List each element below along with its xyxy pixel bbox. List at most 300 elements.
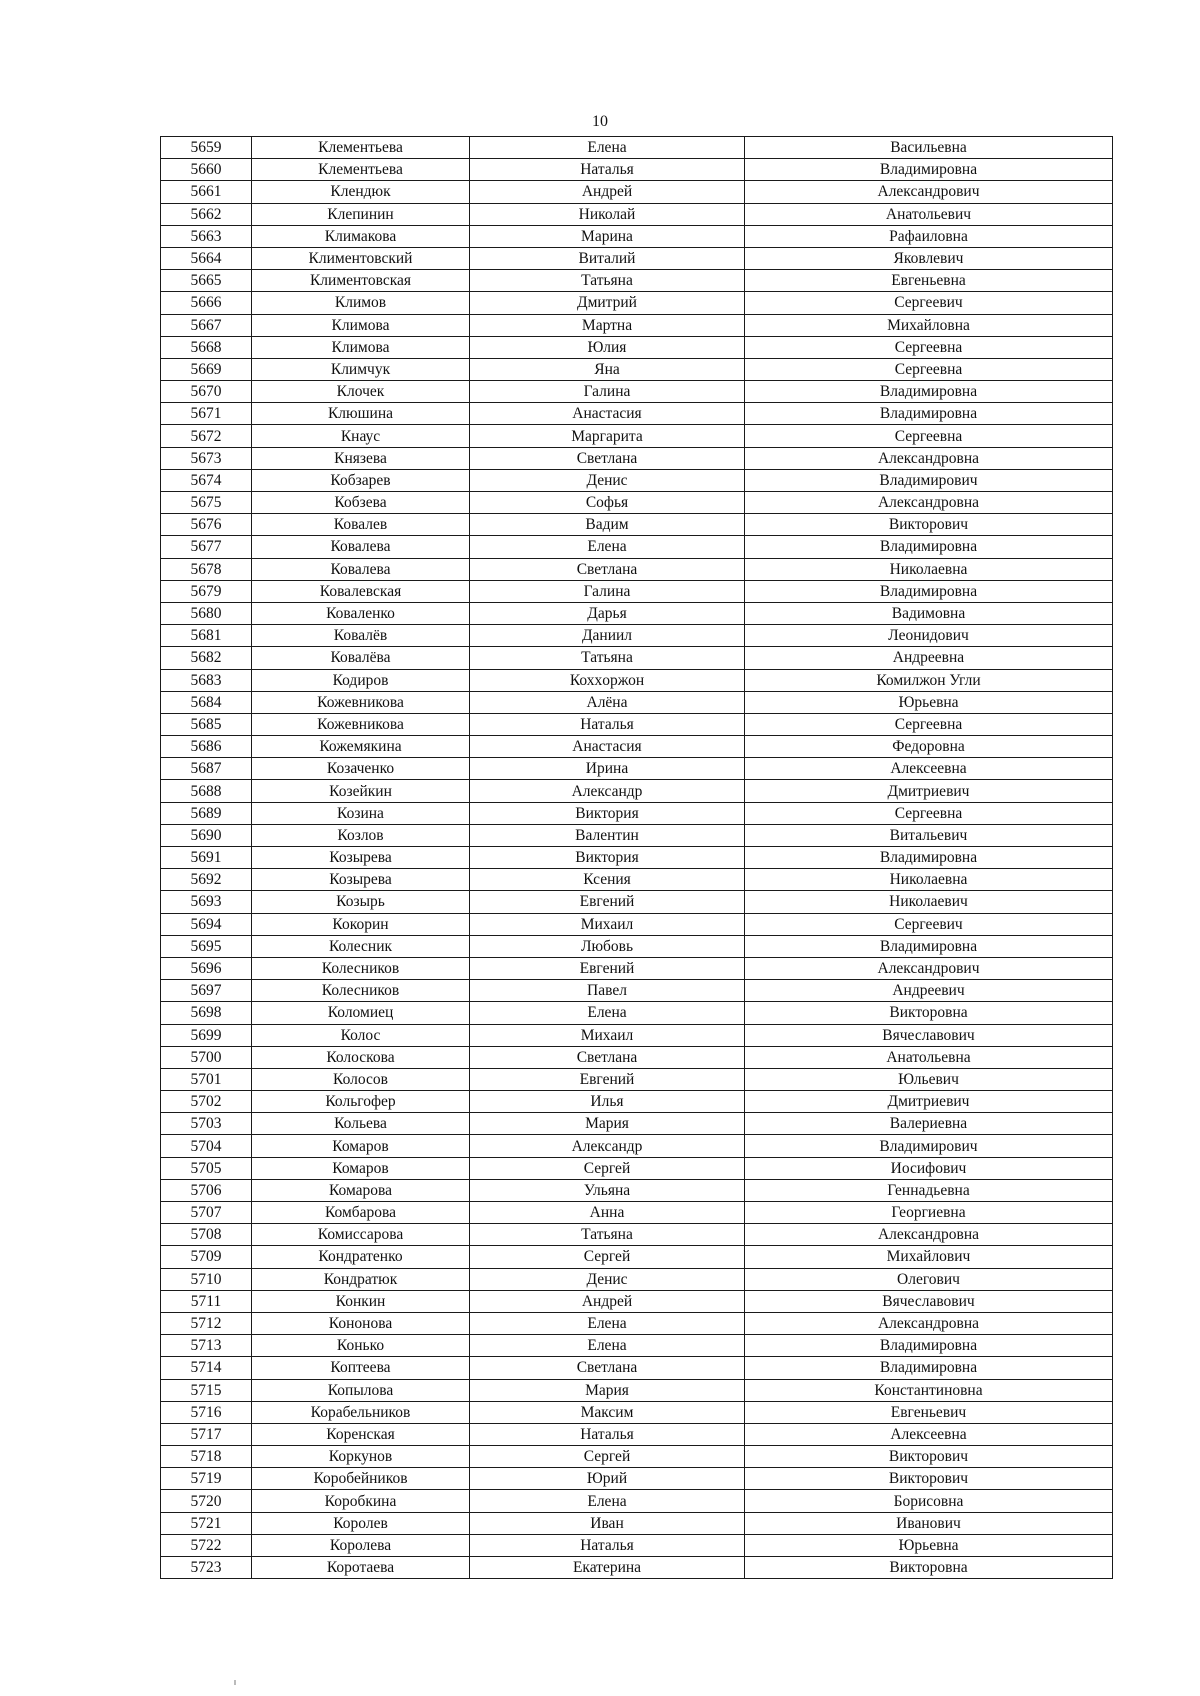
patronymic-cell: Витальевич — [745, 824, 1113, 846]
first-name-cell: Евгений — [470, 1068, 745, 1090]
patronymic-cell: Иванович — [745, 1512, 1113, 1534]
row-number-cell: 5684 — [161, 691, 252, 713]
last-name-cell: Кондратенко — [252, 1246, 470, 1268]
last-name-cell: Клюшина — [252, 403, 470, 425]
last-name-cell: Климова — [252, 314, 470, 336]
first-name-cell: Николай — [470, 203, 745, 225]
patronymic-cell: Сергеевна — [745, 802, 1113, 824]
last-name-cell: Кондратюк — [252, 1268, 470, 1290]
row-number-cell: 5682 — [161, 647, 252, 669]
row-number-cell: 5707 — [161, 1202, 252, 1224]
first-name-cell: Илья — [470, 1091, 745, 1113]
table-row — [161, 980, 1113, 1002]
table-row — [161, 935, 1113, 957]
first-name-cell: Елена — [470, 1312, 745, 1334]
row-number-cell: 5694 — [161, 913, 252, 935]
last-name-cell: Климакова — [252, 225, 470, 247]
patronymic-cell: Андреевич — [745, 980, 1113, 1002]
last-name-cell: Клементьева — [252, 159, 470, 181]
row-number-cell: 5685 — [161, 713, 252, 735]
table-row — [161, 247, 1113, 269]
last-name-cell: Климова — [252, 336, 470, 358]
row-number-cell: 5713 — [161, 1335, 252, 1357]
first-name-cell: Марина — [470, 225, 745, 247]
patronymic-cell: Владимировна — [745, 935, 1113, 957]
table-row — [161, 203, 1113, 225]
patronymic-cell: Николаевна — [745, 558, 1113, 580]
patronymic-cell: Дмитриевич — [745, 1091, 1113, 1113]
last-name-cell: Комбарова — [252, 1202, 470, 1224]
last-name-cell: Клендюк — [252, 181, 470, 203]
row-number-cell: 5692 — [161, 869, 252, 891]
row-number-cell: 5703 — [161, 1113, 252, 1135]
name-list-body — [161, 137, 1113, 1579]
patronymic-cell: Владимировна — [745, 847, 1113, 869]
first-name-cell: Александр — [470, 780, 745, 802]
row-number-cell: 5710 — [161, 1268, 252, 1290]
first-name-cell: Софья — [470, 492, 745, 514]
row-number-cell: 5709 — [161, 1246, 252, 1268]
patronymic-cell: Александровна — [745, 447, 1113, 469]
patronymic-cell: Вячеславович — [745, 1290, 1113, 1312]
table-row — [161, 647, 1113, 669]
row-number-cell: 5687 — [161, 758, 252, 780]
table-row — [161, 869, 1113, 891]
last-name-cell: Ковалёва — [252, 647, 470, 669]
row-number-cell: 5702 — [161, 1091, 252, 1113]
patronymic-cell: Александровна — [745, 1312, 1113, 1334]
row-number-cell: 5661 — [161, 181, 252, 203]
table-row — [161, 957, 1113, 979]
patronymic-cell: Анатольевич — [745, 203, 1113, 225]
first-name-cell: Кохxоржон — [470, 669, 745, 691]
table-row — [161, 1290, 1113, 1312]
patronymic-cell: Вячеславович — [745, 1024, 1113, 1046]
last-name-cell: Конкин — [252, 1290, 470, 1312]
table-row — [161, 891, 1113, 913]
table-row — [161, 824, 1113, 846]
last-name-cell: Козырева — [252, 869, 470, 891]
row-number-cell: 5677 — [161, 536, 252, 558]
patronymic-cell: Рафаиловна — [745, 225, 1113, 247]
last-name-cell: Кононова — [252, 1312, 470, 1334]
row-number-cell: 5693 — [161, 891, 252, 913]
row-number-cell: 5721 — [161, 1512, 252, 1534]
first-name-cell: Валентин — [470, 824, 745, 846]
table-row — [161, 1468, 1113, 1490]
last-name-cell: Клементьева — [252, 137, 470, 159]
first-name-cell: Дарья — [470, 602, 745, 624]
patronymic-cell: Александровна — [745, 492, 1113, 514]
last-name-cell: Климентовский — [252, 247, 470, 269]
last-name-cell: Козина — [252, 802, 470, 824]
row-number-cell: 5712 — [161, 1312, 252, 1334]
first-name-cell: Екатерина — [470, 1557, 745, 1579]
row-number-cell: 5718 — [161, 1446, 252, 1468]
first-name-cell: Яна — [470, 358, 745, 380]
first-name-cell: Маргарита — [470, 425, 745, 447]
last-name-cell: Клепинин — [252, 203, 470, 225]
table-row — [161, 403, 1113, 425]
table-row — [161, 1179, 1113, 1201]
table-row — [161, 1024, 1113, 1046]
last-name-cell: Козаченко — [252, 758, 470, 780]
patronymic-cell: Сергеевна — [745, 425, 1113, 447]
row-number-cell: 5698 — [161, 1002, 252, 1024]
first-name-cell: Юлия — [470, 336, 745, 358]
patronymic-cell: Леонидович — [745, 625, 1113, 647]
first-name-cell: Ксения — [470, 869, 745, 891]
name-list-table — [160, 136, 1113, 1579]
table-row — [161, 1557, 1113, 1579]
last-name-cell: Кольгофер — [252, 1091, 470, 1113]
row-number-cell: 5660 — [161, 159, 252, 181]
first-name-cell: Дмитрий — [470, 292, 745, 314]
patronymic-cell: Владимировна — [745, 580, 1113, 602]
table-row — [161, 913, 1113, 935]
patronymic-cell: Дмитриевич — [745, 780, 1113, 802]
row-number-cell: 5678 — [161, 558, 252, 580]
patronymic-cell: Владимировна — [745, 1335, 1113, 1357]
last-name-cell: Колосов — [252, 1068, 470, 1090]
first-name-cell: Денис — [470, 1268, 745, 1290]
first-name-cell: Татьяна — [470, 1224, 745, 1246]
patronymic-cell: Михайловна — [745, 314, 1113, 336]
patronymic-cell: Комилжон Угли — [745, 669, 1113, 691]
table-row — [161, 625, 1113, 647]
last-name-cell: Климентовская — [252, 270, 470, 292]
table-row — [161, 580, 1113, 602]
table-row — [161, 691, 1113, 713]
row-number-cell: 5680 — [161, 602, 252, 624]
first-name-cell: Виктория — [470, 802, 745, 824]
table-row — [161, 314, 1113, 336]
patronymic-cell: Алексеевна — [745, 758, 1113, 780]
row-number-cell: 5706 — [161, 1179, 252, 1201]
row-number-cell: 5699 — [161, 1024, 252, 1046]
last-name-cell: Коваленко — [252, 602, 470, 624]
row-number-cell: 5705 — [161, 1157, 252, 1179]
patronymic-cell: Валериевна — [745, 1113, 1113, 1135]
first-name-cell: Виталий — [470, 247, 745, 269]
table-row — [161, 1446, 1113, 1468]
row-number-cell: 5723 — [161, 1557, 252, 1579]
last-name-cell: Конько — [252, 1335, 470, 1357]
first-name-cell: Михаил — [470, 913, 745, 935]
row-number-cell: 5697 — [161, 980, 252, 1002]
patronymic-cell: Сергеевна — [745, 358, 1113, 380]
last-name-cell: Коркунов — [252, 1446, 470, 1468]
row-number-cell: 5716 — [161, 1401, 252, 1423]
table-row — [161, 1068, 1113, 1090]
table-row — [161, 292, 1113, 314]
first-name-cell: Юрий — [470, 1468, 745, 1490]
table-row — [161, 847, 1113, 869]
row-number-cell: 5669 — [161, 358, 252, 380]
row-number-cell: 5704 — [161, 1135, 252, 1157]
table-row — [161, 358, 1113, 380]
first-name-cell: Светлана — [470, 1046, 745, 1068]
table-row — [161, 536, 1113, 558]
patronymic-cell: Владимировна — [745, 159, 1113, 181]
table-row — [161, 225, 1113, 247]
first-name-cell: Андрей — [470, 181, 745, 203]
row-number-cell: 5717 — [161, 1423, 252, 1445]
row-number-cell: 5722 — [161, 1534, 252, 1556]
row-number-cell: 5663 — [161, 225, 252, 247]
last-name-cell: Коренская — [252, 1423, 470, 1445]
last-name-cell: Кольева — [252, 1113, 470, 1135]
patronymic-cell: Владимировна — [745, 1357, 1113, 1379]
first-name-cell: Ульяна — [470, 1179, 745, 1201]
table-row — [161, 1312, 1113, 1334]
row-number-cell: 5700 — [161, 1046, 252, 1068]
first-name-cell: Галина — [470, 580, 745, 602]
row-number-cell: 5679 — [161, 580, 252, 602]
first-name-cell: Анастасия — [470, 403, 745, 425]
row-number-cell: 5668 — [161, 336, 252, 358]
patronymic-cell: Васильевна — [745, 137, 1113, 159]
patronymic-cell: Сергеевна — [745, 713, 1113, 735]
row-number-cell: 5696 — [161, 957, 252, 979]
last-name-cell: Ковалевская — [252, 580, 470, 602]
first-name-cell: Светлана — [470, 447, 745, 469]
table-row — [161, 514, 1113, 536]
patronymic-cell: Константиновна — [745, 1379, 1113, 1401]
first-name-cell: Светлана — [470, 1357, 745, 1379]
table-row — [161, 558, 1113, 580]
patronymic-cell: Юрьевна — [745, 1534, 1113, 1556]
first-name-cell: Елена — [470, 1002, 745, 1024]
row-number-cell: 5674 — [161, 469, 252, 491]
first-name-cell: Максим — [470, 1401, 745, 1423]
first-name-cell: Виктория — [470, 847, 745, 869]
last-name-cell: Кожемякина — [252, 736, 470, 758]
first-name-cell: Елена — [470, 137, 745, 159]
first-name-cell: Анастасия — [470, 736, 745, 758]
table-row — [161, 1224, 1113, 1246]
patronymic-cell: Владимировна — [745, 381, 1113, 403]
first-name-cell: Мартна — [470, 314, 745, 336]
last-name-cell: Кнаус — [252, 425, 470, 447]
first-name-cell: Сергей — [470, 1246, 745, 1268]
first-name-cell: Ирина — [470, 758, 745, 780]
patronymic-cell: Юрьевна — [745, 691, 1113, 713]
table-row — [161, 159, 1113, 181]
last-name-cell: Кодиров — [252, 669, 470, 691]
row-number-cell: 5715 — [161, 1379, 252, 1401]
patronymic-cell: Вадимовна — [745, 602, 1113, 624]
last-name-cell: Козейкин — [252, 780, 470, 802]
first-name-cell: Анна — [470, 1202, 745, 1224]
first-name-cell: Павел — [470, 980, 745, 1002]
first-name-cell: Татьяна — [470, 647, 745, 669]
first-name-cell: Наталья — [470, 713, 745, 735]
patronymic-cell: Сергеевна — [745, 336, 1113, 358]
row-number-cell: 5659 — [161, 137, 252, 159]
table-row — [161, 447, 1113, 469]
first-name-cell: Светлана — [470, 558, 745, 580]
table-row — [161, 381, 1113, 403]
patronymic-cell: Владимировна — [745, 536, 1113, 558]
patronymic-cell: Евгеньевич — [745, 1401, 1113, 1423]
first-name-cell: Алёна — [470, 691, 745, 713]
table-row — [161, 336, 1113, 358]
row-number-cell: 5671 — [161, 403, 252, 425]
patronymic-cell: Георгиевна — [745, 1202, 1113, 1224]
first-name-cell: Денис — [470, 469, 745, 491]
patronymic-cell: Андреевна — [745, 647, 1113, 669]
table-row — [161, 1157, 1113, 1179]
table-row — [161, 1534, 1113, 1556]
patronymic-cell: Юльевич — [745, 1068, 1113, 1090]
first-name-cell: Наталья — [470, 1423, 745, 1445]
patronymic-cell: Алексеевна — [745, 1423, 1113, 1445]
table-row — [161, 1423, 1113, 1445]
row-number-cell: 5681 — [161, 625, 252, 647]
patronymic-cell: Владимировна — [745, 403, 1113, 425]
last-name-cell: Комиссарова — [252, 1224, 470, 1246]
first-name-cell: Александр — [470, 1135, 745, 1157]
last-name-cell: Ковалёв — [252, 625, 470, 647]
table-row — [161, 1091, 1113, 1113]
table-row — [161, 1135, 1113, 1157]
last-name-cell: Коротаева — [252, 1557, 470, 1579]
last-name-cell: Колесников — [252, 957, 470, 979]
table-row — [161, 1246, 1113, 1268]
first-name-cell: Евгений — [470, 957, 745, 979]
patronymic-cell: Сергеевич — [745, 292, 1113, 314]
first-name-cell: Любовь — [470, 935, 745, 957]
last-name-cell: Ковалев — [252, 514, 470, 536]
last-name-cell: Копылова — [252, 1379, 470, 1401]
table-row — [161, 602, 1113, 624]
first-name-cell: Иван — [470, 1512, 745, 1534]
patronymic-cell: Викторович — [745, 514, 1113, 536]
table-row — [161, 1002, 1113, 1024]
first-name-cell: Евгений — [470, 891, 745, 913]
row-number-cell: 5662 — [161, 203, 252, 225]
patronymic-cell: Борисовна — [745, 1490, 1113, 1512]
first-name-cell: Андрей — [470, 1290, 745, 1312]
table-row — [161, 1202, 1113, 1224]
table-row — [161, 492, 1113, 514]
patronymic-cell: Владимирович — [745, 1135, 1113, 1157]
first-name-cell: Мария — [470, 1113, 745, 1135]
last-name-cell: Колесников — [252, 980, 470, 1002]
last-name-cell: Кобзарев — [252, 469, 470, 491]
last-name-cell: Князева — [252, 447, 470, 469]
row-number-cell: 5667 — [161, 314, 252, 336]
last-name-cell: Комарова — [252, 1179, 470, 1201]
patronymic-cell: Викторовна — [745, 1557, 1113, 1579]
patronymic-cell: Сергеевич — [745, 913, 1113, 935]
first-name-cell: Вадим — [470, 514, 745, 536]
last-name-cell: Кобзева — [252, 492, 470, 514]
last-name-cell: Комаров — [252, 1135, 470, 1157]
last-name-cell: Козырь — [252, 891, 470, 913]
row-number-cell: 5695 — [161, 935, 252, 957]
last-name-cell: Королева — [252, 1534, 470, 1556]
last-name-cell: Кокорин — [252, 913, 470, 935]
patronymic-cell: Яковлевич — [745, 247, 1113, 269]
patronymic-cell: Александрович — [745, 957, 1113, 979]
patronymic-cell: Александровна — [745, 1224, 1113, 1246]
last-name-cell: Колоскова — [252, 1046, 470, 1068]
table-row — [161, 1268, 1113, 1290]
row-number-cell: 5689 — [161, 802, 252, 824]
row-number-cell: 5683 — [161, 669, 252, 691]
table-row — [161, 1357, 1113, 1379]
scan-speck — [234, 1680, 236, 1685]
table-row — [161, 802, 1113, 824]
row-number-cell: 5714 — [161, 1357, 252, 1379]
table-row — [161, 425, 1113, 447]
first-name-cell: Сергей — [470, 1157, 745, 1179]
row-number-cell: 5691 — [161, 847, 252, 869]
row-number-cell: 5720 — [161, 1490, 252, 1512]
table-row — [161, 270, 1113, 292]
first-name-cell: Сергей — [470, 1446, 745, 1468]
last-name-cell: Коробкина — [252, 1490, 470, 1512]
first-name-cell: Галина — [470, 381, 745, 403]
row-number-cell: 5664 — [161, 247, 252, 269]
first-name-cell: Наталья — [470, 159, 745, 181]
patronymic-cell: Николаевич — [745, 891, 1113, 913]
last-name-cell: Корабельников — [252, 1401, 470, 1423]
row-number-cell: 5711 — [161, 1290, 252, 1312]
row-number-cell: 5701 — [161, 1068, 252, 1090]
row-number-cell: 5676 — [161, 514, 252, 536]
patronymic-cell: Михайлович — [745, 1246, 1113, 1268]
row-number-cell: 5673 — [161, 447, 252, 469]
row-number-cell: 5686 — [161, 736, 252, 758]
table-row — [161, 469, 1113, 491]
row-number-cell: 5688 — [161, 780, 252, 802]
patronymic-cell: Николаевна — [745, 869, 1113, 891]
table-row — [161, 1046, 1113, 1068]
table-row — [161, 1379, 1113, 1401]
first-name-cell: Наталья — [470, 1534, 745, 1556]
last-name-cell: Кожевникова — [252, 713, 470, 735]
row-number-cell: 5675 — [161, 492, 252, 514]
first-name-cell: Елена — [470, 536, 745, 558]
patronymic-cell: Евгеньевна — [745, 270, 1113, 292]
last-name-cell: Климов — [252, 292, 470, 314]
table-row — [161, 713, 1113, 735]
row-number-cell: 5690 — [161, 824, 252, 846]
patronymic-cell: Федоровна — [745, 736, 1113, 758]
last-name-cell: Клочек — [252, 381, 470, 403]
first-name-cell: Елена — [470, 1490, 745, 1512]
first-name-cell: Даниил — [470, 625, 745, 647]
last-name-cell: Климчук — [252, 358, 470, 380]
patronymic-cell: Викторович — [745, 1468, 1113, 1490]
last-name-cell: Колос — [252, 1024, 470, 1046]
row-number-cell: 5670 — [161, 381, 252, 403]
table-row — [161, 1335, 1113, 1357]
patronymic-cell: Александрович — [745, 181, 1113, 203]
last-name-cell: Королев — [252, 1512, 470, 1534]
patronymic-cell: Анатольевна — [745, 1046, 1113, 1068]
row-number-cell: 5708 — [161, 1224, 252, 1246]
table-row — [161, 758, 1113, 780]
first-name-cell: Татьяна — [470, 270, 745, 292]
table-row — [161, 137, 1113, 159]
table-row — [161, 181, 1113, 203]
table-row — [161, 1401, 1113, 1423]
last-name-cell: Ковалева — [252, 536, 470, 558]
